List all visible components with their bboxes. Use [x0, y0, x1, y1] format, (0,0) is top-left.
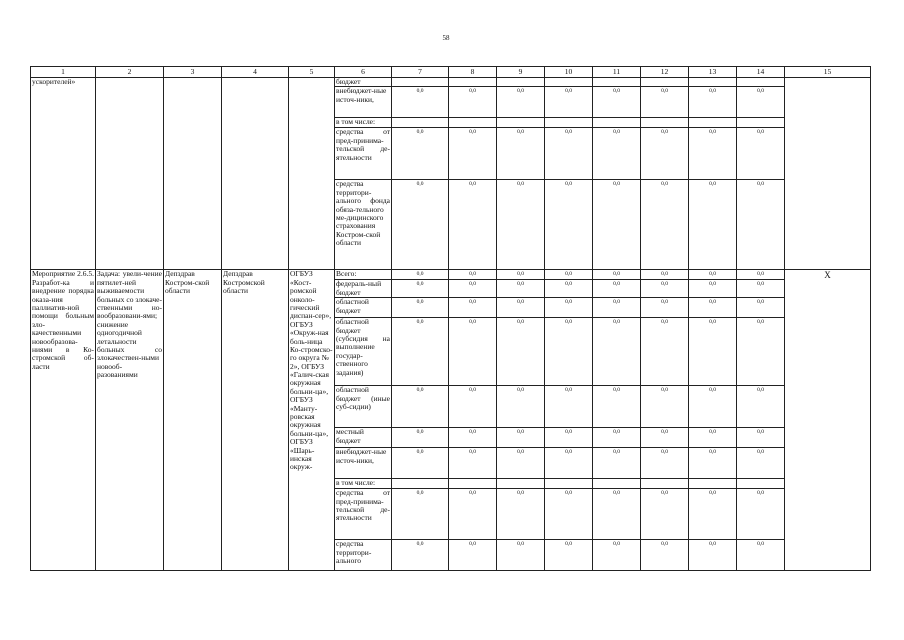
amount-cell [689, 118, 737, 128]
amount-cell [392, 270, 449, 280]
funding-source-label [335, 180, 392, 270]
column-number: 14 [737, 67, 785, 78]
amount-cell [449, 280, 497, 298]
amount-cell-text: 0,0 [469, 429, 476, 436]
amount-cell [545, 540, 593, 571]
amount-cell [737, 78, 785, 87]
amount-cell [689, 540, 737, 571]
amount-cell-text: 0,0 [613, 299, 620, 306]
amount-cell [737, 386, 785, 428]
amount-cell [689, 270, 737, 280]
responsible-cell [222, 270, 289, 571]
funding-source-label [335, 118, 392, 128]
amount-cell [545, 128, 593, 180]
column-number: 4 [222, 67, 289, 78]
amount-cell-text: 0,0 [517, 281, 524, 288]
table-row [31, 270, 871, 280]
task-cell [96, 270, 164, 571]
funding-source-label [335, 489, 392, 540]
amount-cell-text: 0,0 [517, 429, 524, 436]
amount-cell-text: 0,0 [565, 541, 572, 548]
amount-cell [737, 128, 785, 180]
budget-table [30, 66, 871, 571]
amount-cell [392, 489, 449, 540]
activity-cell [31, 78, 96, 270]
amount-cell-text: 0,0 [469, 490, 476, 497]
amount-cell [545, 489, 593, 540]
funding-source-label-text: внебюджет-ные источ-ники, [336, 447, 387, 465]
amount-cell [545, 270, 593, 280]
column-number: 2 [96, 67, 164, 78]
amount-cell-text: 0,0 [757, 490, 764, 497]
funding-source-label [335, 298, 392, 318]
amount-cell-text: 0,0 [517, 271, 524, 278]
amount-cell [689, 280, 737, 298]
amount-cell-text: 0,0 [661, 319, 668, 326]
amount-cell [392, 180, 449, 270]
amount-cell-text: 0,0 [469, 449, 476, 456]
executor-cell [289, 270, 335, 571]
amount-cell [497, 428, 545, 448]
funding-source-label [335, 128, 392, 180]
amount-cell [593, 448, 641, 479]
amount-cell [497, 318, 545, 386]
funding-source-label-text: средства территори-ального [336, 539, 372, 565]
task-cell-text: Задача: увели-чение пятилет-ней выживаемости больных со злокаче-ственными но-вообразовани-ями; снижение одногодичной летальности больных со злокачествен-ными новооб-разованиями [97, 269, 162, 380]
amount-cell-text: 0,0 [416, 281, 424, 288]
amount-cell-text: 0,0 [517, 490, 524, 497]
amount-cell [593, 118, 641, 128]
amount-cell-text: 0,0 [517, 449, 524, 456]
amount-cell [737, 489, 785, 540]
executor-cell-text: ОГБУЗ «Кост-ромской онколо-гический диспан-сер», ОГБУЗ «Окруж-ная боль-ница Ко-стромско-го округа № 2», ОГБУЗ «Галич-ская окружная больни-ца», ОГБУЗ «Манту-ровская окружная больни-ца», ОГБУЗ «Шарь-инская окруж- [290, 269, 333, 472]
amount-cell [449, 78, 497, 87]
amount-cell [392, 87, 449, 118]
column-number: 9 [497, 67, 545, 78]
responsible-cell-text: Депздрав Костромской области [223, 269, 265, 296]
amount-cell-text: 0,0 [517, 88, 524, 95]
amount-cell [497, 540, 545, 571]
funding-source-label [335, 428, 392, 448]
executor-cell [289, 78, 335, 270]
funding-source-label [335, 448, 392, 479]
amount-cell [641, 128, 689, 180]
amount-cell-text: 0,0 [709, 449, 716, 456]
column-number: 3 [164, 67, 222, 78]
amount-cell-text: 0,0 [709, 88, 716, 95]
amount-cell [641, 270, 689, 280]
amount-cell [449, 270, 497, 280]
column-number: 15 [785, 67, 871, 78]
funding-source-label-text: областной бюджет (субсидия на выполнение государ-ственного задания) [336, 317, 390, 377]
funding-source-label [335, 540, 392, 571]
amount-cell-text: 0,0 [613, 88, 620, 95]
funding-source-label [335, 78, 392, 87]
funding-source-label-text: областной бюджет [336, 297, 369, 315]
amount-cell [392, 298, 449, 318]
amount-cell-text: 0,0 [661, 490, 668, 497]
amount-cell [593, 479, 641, 489]
amount-cell-text: 0,0 [661, 299, 668, 306]
amount-cell [392, 386, 449, 428]
amount-cell-text: 0,0 [613, 319, 620, 326]
amount-cell [593, 87, 641, 118]
funding-source-label-text: Всего: [336, 269, 357, 279]
amount-cell [392, 448, 449, 479]
amount-cell-text: 0,0 [416, 299, 424, 306]
amount-cell [689, 128, 737, 180]
funding-source-label-text: внебюджет-ные источ-ники, [336, 86, 387, 104]
amount-cell [449, 118, 497, 128]
amount-cell-text: 0,0 [469, 271, 476, 278]
amount-cell [449, 318, 497, 386]
column-header-row [31, 67, 871, 78]
amount-cell-text: 0,0 [661, 181, 668, 188]
amount-cell [593, 489, 641, 540]
amount-cell-text: 0,0 [709, 299, 716, 306]
amount-cell-text: 0,0 [757, 387, 764, 394]
amount-cell [737, 87, 785, 118]
column-number: 10 [545, 67, 593, 78]
amount-cell [641, 118, 689, 128]
table-row [31, 78, 871, 87]
amount-cell-text: 0,0 [757, 88, 764, 95]
amount-cell [497, 489, 545, 540]
amount-cell-text: 0,0 [517, 387, 524, 394]
amount-cell [449, 540, 497, 571]
amount-cell [545, 298, 593, 318]
amount-cell-text: 0,0 [757, 429, 764, 436]
funding-source-label-text: в том числе: [336, 117, 376, 127]
amount-cell-text: 0,0 [661, 281, 668, 288]
amount-cell-text: 0,0 [469, 181, 476, 188]
amount-cell [641, 448, 689, 479]
amount-cell-text: 0,0 [613, 129, 620, 136]
amount-cell-text: 0,0 [565, 449, 572, 456]
amount-cell [689, 479, 737, 489]
amount-cell [641, 280, 689, 298]
amount-cell-text: 0,0 [565, 88, 572, 95]
amount-cell-text: 0,0 [661, 271, 668, 278]
amount-cell-text: 0,0 [565, 490, 572, 497]
amount-cell [449, 479, 497, 489]
amount-cell-text: 0,0 [757, 129, 764, 136]
amount-cell-text: 0,0 [517, 541, 524, 548]
amount-cell-text: 0,0 [757, 271, 764, 278]
amount-cell-text: 0,0 [709, 490, 716, 497]
amount-cell-text: 0,0 [565, 319, 572, 326]
amount-cell-text: 0,0 [416, 88, 424, 95]
amount-cell-text: 0,0 [709, 129, 716, 136]
page-number: 58 [442, 34, 450, 42]
funding-source-label [335, 318, 392, 386]
amount-cell-text: 0,0 [469, 319, 476, 326]
funding-source-label-text: федераль-ный бюджет [336, 279, 382, 297]
amount-cell [689, 489, 737, 540]
amount-cell [497, 78, 545, 87]
amount-cell [497, 448, 545, 479]
amount-cell-text: 0,0 [565, 181, 572, 188]
amount-cell [593, 540, 641, 571]
funding-source-label-text: средства от пред-принима-тельской де-ятельности [336, 127, 390, 162]
funding-source-label-text: бюджет [336, 77, 361, 86]
column-number: 8 [449, 67, 497, 78]
amount-cell [497, 87, 545, 118]
amount-cell-text: 0,0 [757, 281, 764, 288]
funding-source-label [335, 479, 392, 489]
amount-cell-text: 0,0 [613, 449, 620, 456]
amount-cell [737, 540, 785, 571]
amount-cell-text: 0,0 [757, 449, 764, 456]
amount-cell-text: 0,0 [469, 281, 476, 288]
amount-cell-text: 0,0 [709, 271, 716, 278]
amount-cell [737, 428, 785, 448]
amount-cell [497, 386, 545, 428]
amount-cell [449, 298, 497, 318]
amount-cell [497, 280, 545, 298]
amount-cell-text: 0,0 [709, 541, 716, 548]
amount-cell [737, 479, 785, 489]
amount-cell-text: 0,0 [613, 271, 620, 278]
amount-cell-text: 0,0 [416, 129, 424, 136]
amount-cell [392, 540, 449, 571]
amount-cell [449, 128, 497, 180]
amount-cell-text: 0,0 [709, 181, 716, 188]
column-number: 5 [289, 67, 335, 78]
amount-cell [593, 386, 641, 428]
column-number: 7 [392, 67, 449, 78]
amount-cell-text: 0,0 [757, 299, 764, 306]
amount-cell [449, 428, 497, 448]
amount-cell [593, 318, 641, 386]
amount-cell-text: 0,0 [416, 449, 424, 456]
funding-source-label-text: средства от пред-принима-тельской де-ятельности [336, 488, 390, 523]
amount-cell [737, 118, 785, 128]
amount-cell-text: 0,0 [709, 387, 716, 394]
amount-cell-text: 0,0 [565, 129, 572, 136]
amount-cell-text: 0,0 [709, 319, 716, 326]
amount-cell [689, 448, 737, 479]
amount-cell [641, 479, 689, 489]
activity-cell [31, 270, 96, 571]
amount-cell [593, 280, 641, 298]
funding-source-label-text: местный бюджет [336, 427, 364, 445]
amount-cell [545, 280, 593, 298]
amount-cell-text: 0,0 [416, 387, 424, 394]
amount-cell [497, 270, 545, 280]
amount-cell-text: 0,0 [613, 387, 620, 394]
indicator-cell [785, 78, 871, 270]
amount-cell-text: 0,0 [517, 129, 524, 136]
amount-cell-text: 0,0 [661, 129, 668, 136]
coordinator-cell [164, 270, 222, 571]
amount-cell-text: 0,0 [565, 299, 572, 306]
amount-cell [641, 540, 689, 571]
amount-cell-text: 0,0 [709, 429, 716, 436]
amount-cell [545, 318, 593, 386]
amount-cell-text: 0,0 [613, 490, 620, 497]
amount-cell [545, 180, 593, 270]
amount-cell [641, 298, 689, 318]
amount-cell [737, 180, 785, 270]
amount-cell-text: 0,0 [517, 319, 524, 326]
amount-cell [545, 386, 593, 428]
amount-cell-text: 0,0 [565, 429, 572, 436]
amount-cell-text: 0,0 [416, 271, 424, 278]
amount-cell [689, 87, 737, 118]
amount-cell-text: 0,0 [613, 281, 620, 288]
amount-cell [737, 270, 785, 280]
amount-cell [497, 128, 545, 180]
amount-cell [641, 180, 689, 270]
amount-cell [689, 318, 737, 386]
amount-cell-text: 0,0 [416, 429, 424, 436]
amount-cell [641, 386, 689, 428]
funding-source-label-text: средства территори-ального фонда обяза-тельного ме-дицинского страхования Костром-ской области [336, 179, 390, 248]
amount-cell [392, 78, 449, 87]
column-number: 1 [31, 67, 96, 78]
coordinator-cell-text: Депздрав Костром-ской области [165, 269, 210, 296]
amount-cell [641, 78, 689, 87]
funding-source-label [335, 270, 392, 280]
activity-cell-text: Мероприятие 2.6.5. Разработ-ка и внедрение порядка оказа-ния паллиатив-ной помощи больным зло-качественными новообразова-ниями в Ко-стромской об-ласти [32, 269, 94, 371]
amount-cell-text: 0,0 [469, 88, 476, 95]
amount-cell [737, 298, 785, 318]
amount-cell-text: 0,0 [661, 429, 668, 436]
amount-cell [593, 298, 641, 318]
amount-cell [392, 128, 449, 180]
amount-cell-text: 0,0 [469, 387, 476, 394]
amount-cell-text: 0,0 [661, 387, 668, 394]
indicator-cell [785, 270, 871, 571]
amount-cell [449, 180, 497, 270]
column-number: 11 [593, 67, 641, 78]
amount-cell-text: 0,0 [613, 541, 620, 548]
amount-cell [593, 428, 641, 448]
amount-cell [392, 428, 449, 448]
amount-cell-text: 0,0 [613, 429, 620, 436]
amount-cell [545, 78, 593, 87]
amount-cell [449, 87, 497, 118]
column-number: 6 [335, 67, 392, 78]
funding-source-label-text: в том числе: [336, 478, 376, 488]
amount-cell-text: 0,0 [469, 541, 476, 548]
amount-cell [737, 280, 785, 298]
funding-source-label [335, 280, 392, 298]
amount-cell [641, 489, 689, 540]
amount-cell [449, 489, 497, 540]
coordinator-cell [164, 78, 222, 270]
amount-cell-text: 0,0 [416, 319, 424, 326]
amount-cell-text: 0,0 [613, 181, 620, 188]
amount-cell [737, 448, 785, 479]
amount-cell-text: 0,0 [565, 281, 572, 288]
activity-cell-text: ускорителей» [32, 77, 76, 86]
amount-cell [641, 87, 689, 118]
funding-source-label [335, 386, 392, 428]
amount-cell [593, 78, 641, 87]
amount-cell [545, 428, 593, 448]
amount-cell [392, 318, 449, 386]
amount-cell-text: 0,0 [469, 299, 476, 306]
amount-cell [497, 298, 545, 318]
funding-source-label [335, 87, 392, 118]
task-cell [96, 78, 164, 270]
amount-cell [497, 479, 545, 489]
amount-cell-text: 0,0 [757, 319, 764, 326]
amount-cell-text: 0,0 [565, 387, 572, 394]
amount-cell [641, 318, 689, 386]
amount-cell [392, 118, 449, 128]
amount-cell [737, 318, 785, 386]
amount-cell [689, 180, 737, 270]
amount-cell-text: 0,0 [757, 181, 764, 188]
amount-cell [689, 428, 737, 448]
amount-cell [689, 386, 737, 428]
funding-source-label-text: областной бюджет (иные суб-сидии) [336, 385, 390, 411]
amount-cell [449, 386, 497, 428]
indicator-cell-text: X [824, 270, 831, 281]
amount-cell-text: 0,0 [709, 281, 716, 288]
amount-cell [392, 479, 449, 489]
amount-cell [545, 87, 593, 118]
amount-cell [449, 448, 497, 479]
amount-cell-text: 0,0 [517, 299, 524, 306]
amount-cell [593, 270, 641, 280]
column-number: 12 [641, 67, 689, 78]
amount-cell-text: 0,0 [661, 449, 668, 456]
amount-cell-text: 0,0 [469, 129, 476, 136]
amount-cell [545, 479, 593, 489]
amount-cell-text: 0,0 [416, 181, 424, 188]
amount-cell [392, 280, 449, 298]
amount-cell [593, 180, 641, 270]
amount-cell-text: 0,0 [757, 541, 764, 548]
amount-cell-text: 0,0 [661, 541, 668, 548]
amount-cell [497, 118, 545, 128]
amount-cell [641, 428, 689, 448]
amount-cell [689, 298, 737, 318]
amount-cell [689, 78, 737, 87]
amount-cell-text: 0,0 [565, 271, 572, 278]
column-number: 13 [689, 67, 737, 78]
amount-cell [545, 118, 593, 128]
amount-cell-text: 0,0 [416, 541, 424, 548]
amount-cell [545, 448, 593, 479]
amount-cell [593, 128, 641, 180]
amount-cell [497, 180, 545, 270]
amount-cell-text: 0,0 [517, 181, 524, 188]
amount-cell-text: 0,0 [661, 88, 668, 95]
amount-cell-text: 0,0 [416, 490, 424, 497]
responsible-cell [222, 78, 289, 270]
